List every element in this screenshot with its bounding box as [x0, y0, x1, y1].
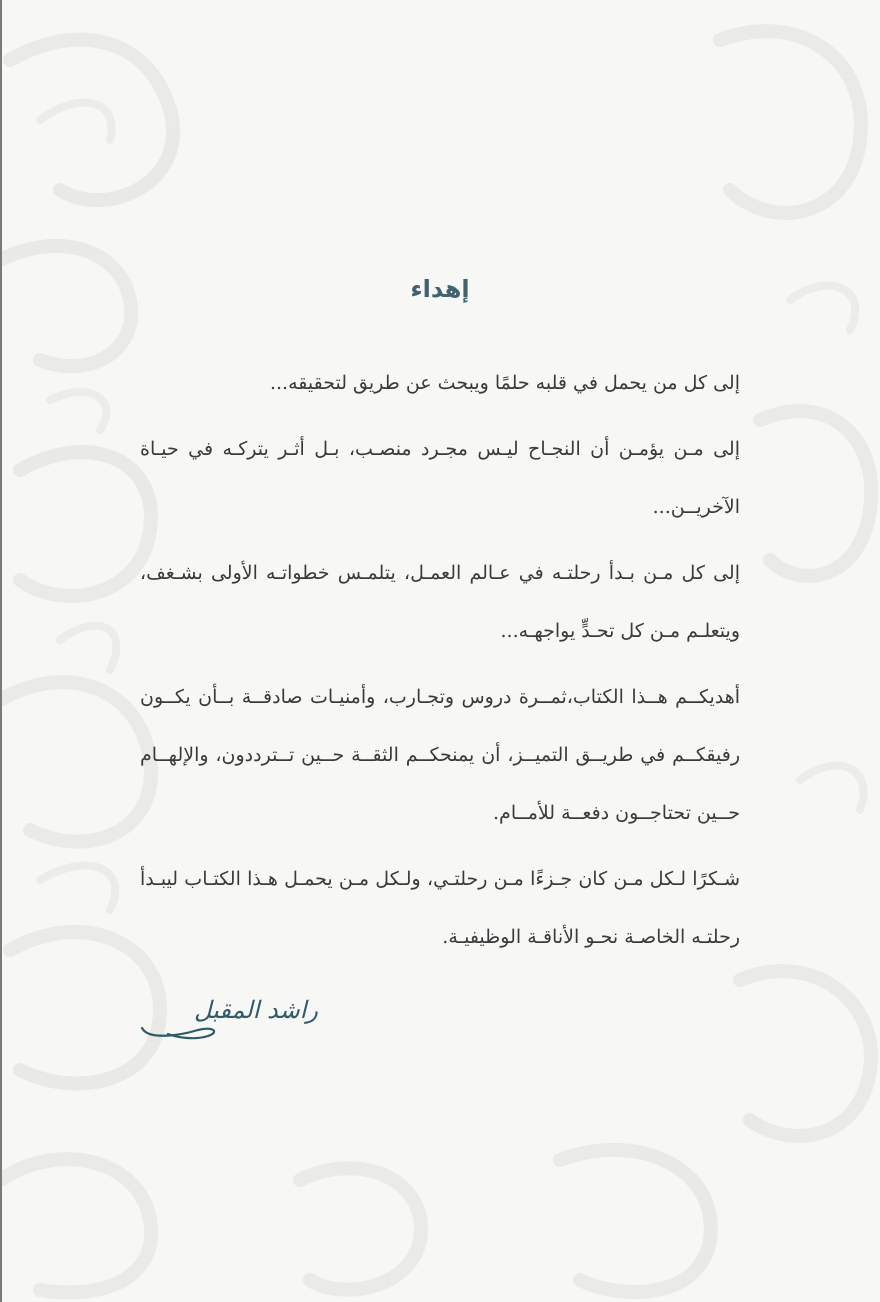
watermark-stroke [560, 1150, 711, 1292]
watermark-stroke [760, 411, 871, 576]
watermark-stroke [720, 31, 861, 213]
watermark-stroke [60, 626, 116, 670]
dedication-paragraph: شـكرًا لـكل مـن كان جـزءًا مـن رحلتـي، ولـكل مـن يحمـل هـذا الكتـاب ليبـدأ رحلتـه الخاصـة نحـو الأناقـة الوظيفيـة. [140, 868, 740, 948]
watermark-stroke [40, 866, 115, 910]
watermark-stroke [20, 452, 151, 596]
page-edge-line [0, 0, 2, 1302]
dedication-paragraph: إلى مـن يؤمـن أن النجـاح ليـس مجـرد منصـب، بـل أثـر يتركـه في حيـاة الآخريــن... [140, 438, 740, 518]
dedication-paragraph: إلى كل مـن بـدأ رحلتـه في عـالم العمـل، يتلمـس خطواتـه الأولى بشـغف، ويتعلـم مـن كل تحـدٍّ يواجهـه... [140, 562, 740, 642]
watermark-stroke [10, 40, 173, 200]
watermark-stroke [300, 1168, 421, 1289]
dedication-section [140, 250, 740, 974]
watermark-stroke [0, 1159, 151, 1292]
watermark-stroke [0, 682, 151, 841]
watermark-stroke [0, 246, 131, 366]
watermark-stroke [50, 392, 106, 430]
watermark-stroke [740, 971, 871, 1136]
watermark-stroke [40, 103, 112, 140]
dedication-paragraph: إلى كل من يحمل في قلبه حلمًا ويبحث عن طريق لتحقيقه... [269, 372, 740, 394]
watermark-stroke [800, 766, 864, 810]
signature-name: راشد المقبل [193, 996, 318, 1024]
signature-flourish [138, 988, 318, 1048]
dedication-paragraph: أهديكــم هــذا الكتاب،ثمــرة دروس وتجـارب، وأمنيـات صادقــة بــأن يكــون رفيقكــم في طريــق التميــز، أن يمنحكــم الثقــة حــين تــترددون، والإلهــام حــين تحتاجــون دفعــة للأمــام. [140, 686, 740, 824]
author-signature [138, 988, 318, 1048]
watermark-stroke [790, 286, 855, 330]
dedication-title: إهداء [410, 275, 470, 303]
